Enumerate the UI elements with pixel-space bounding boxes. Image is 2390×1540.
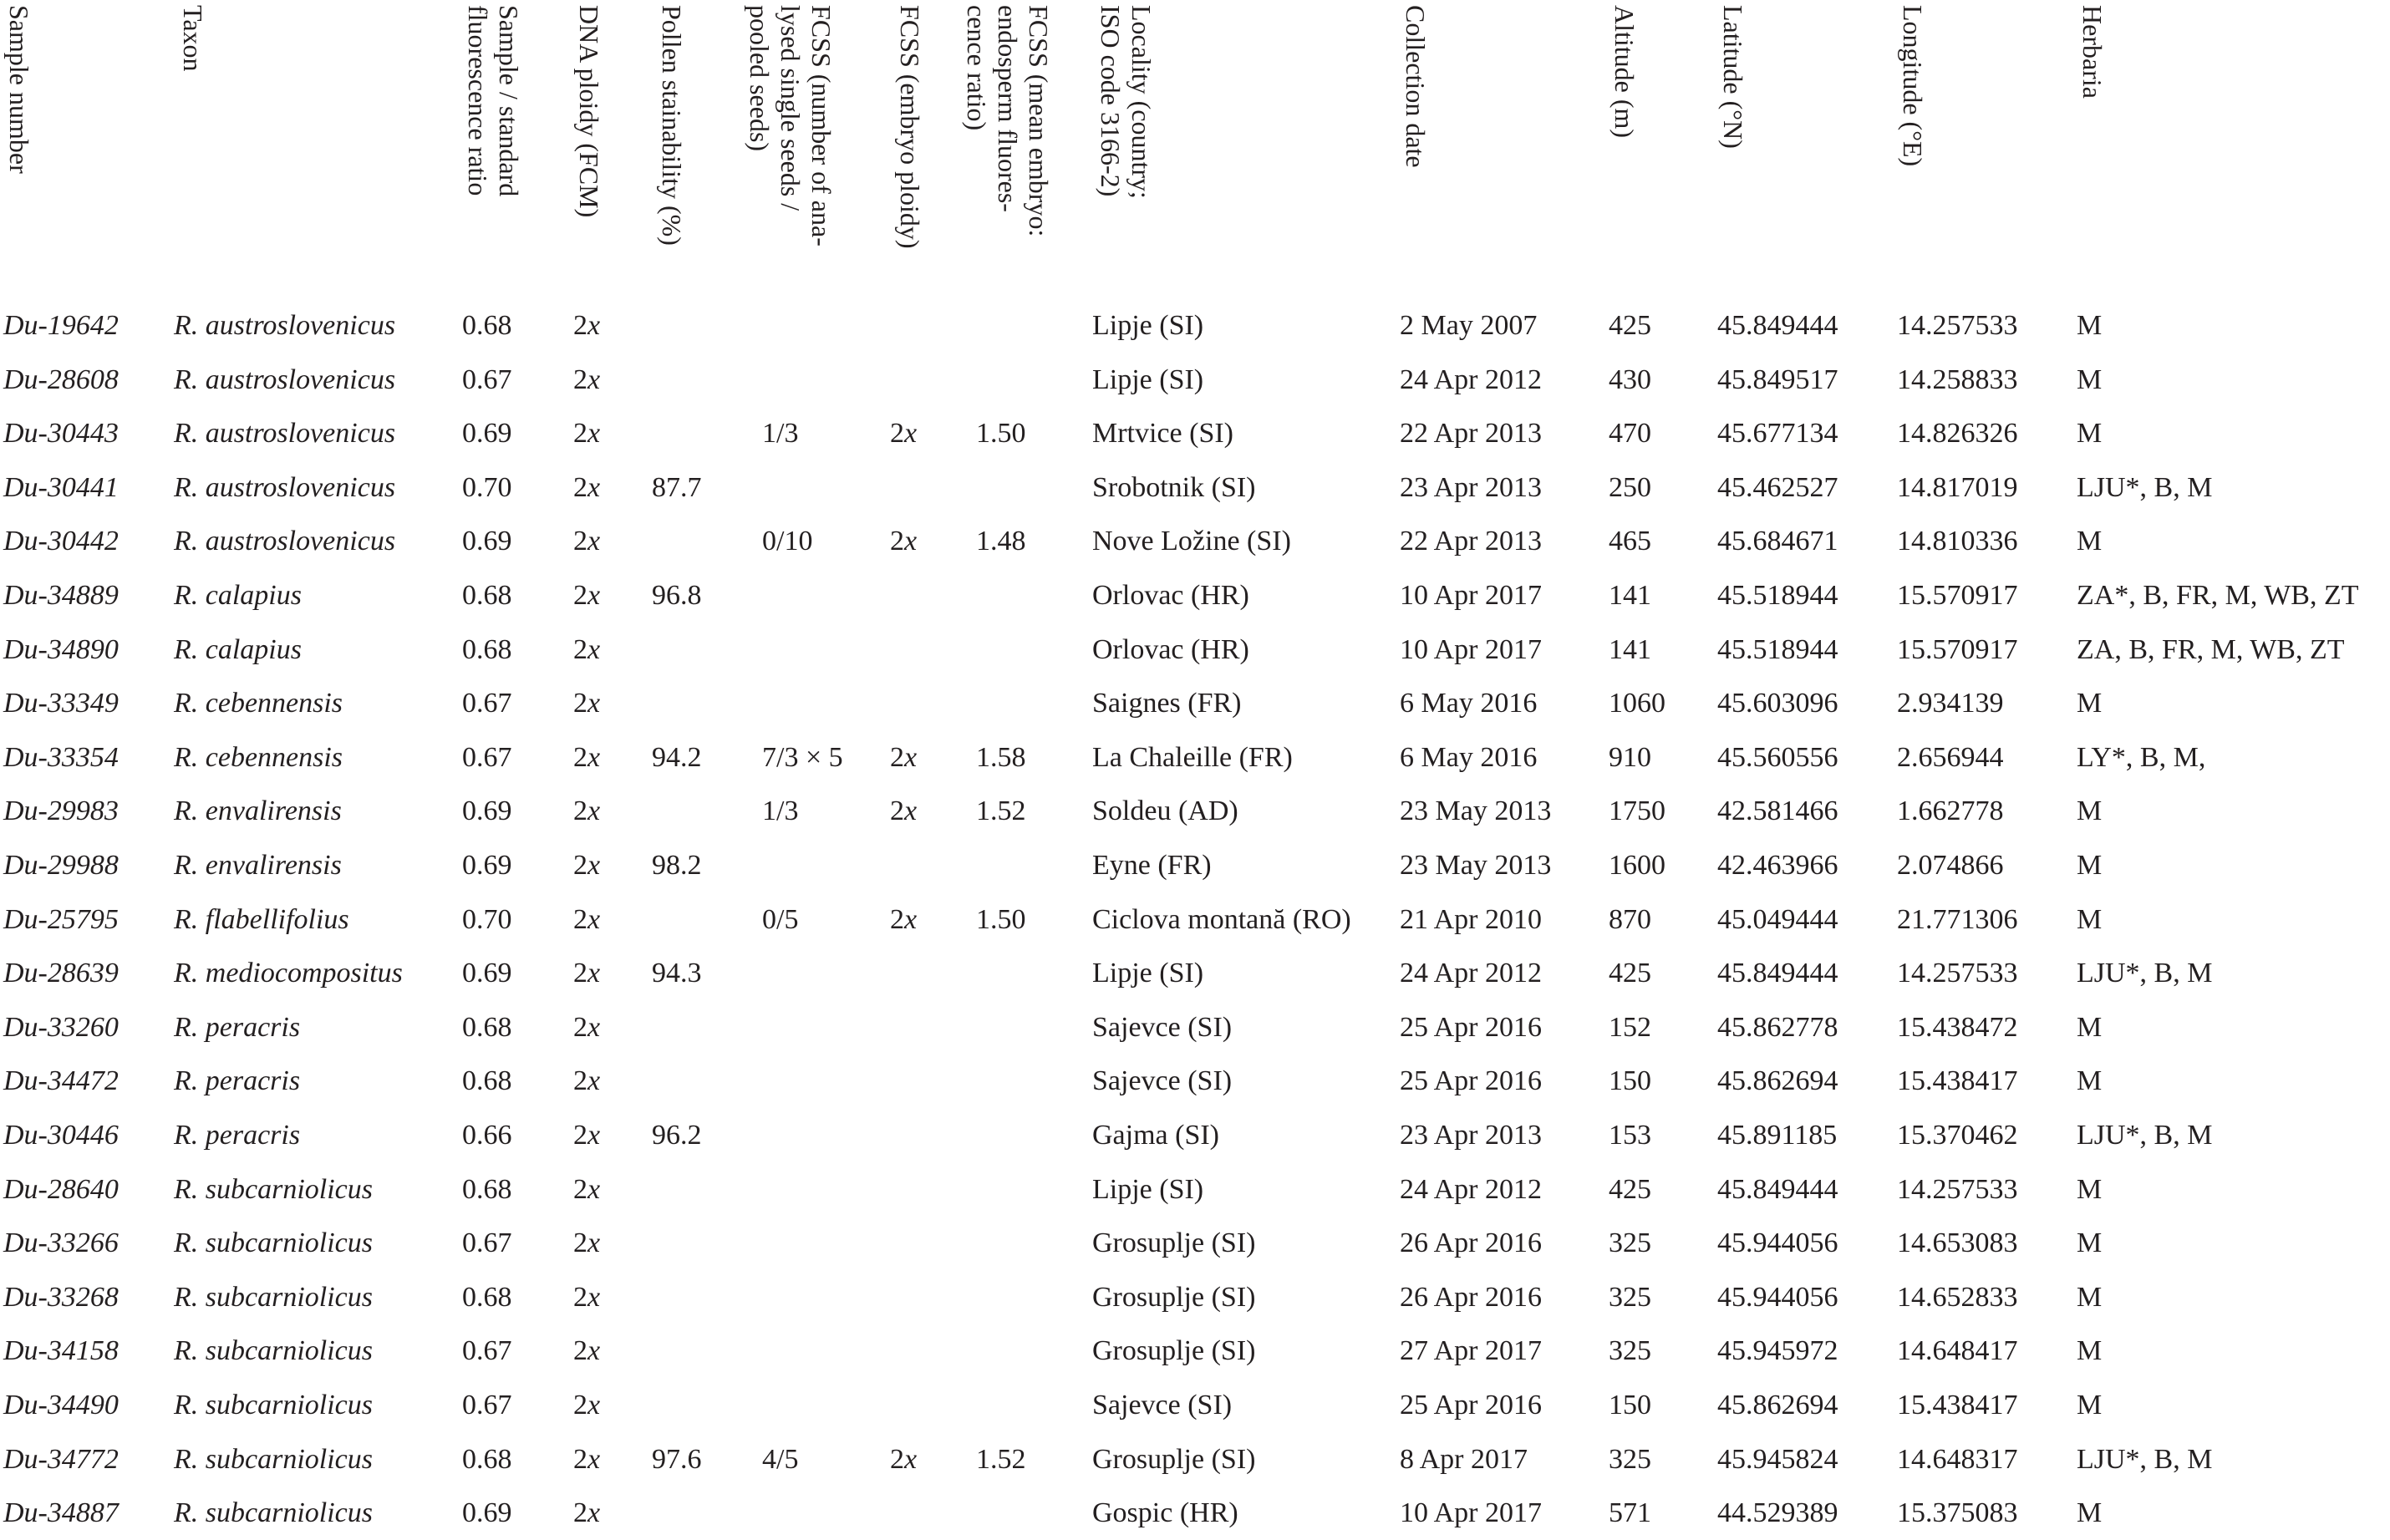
cell-lat: 45.862694 xyxy=(1717,1390,1838,1421)
cell-alt: 153 xyxy=(1609,1120,1651,1151)
cell-fcss-emb: 2x xyxy=(890,418,918,450)
cell-sample: Du-28640 xyxy=(3,1173,119,1205)
cell-sample: Du-30441 xyxy=(3,471,119,503)
cell-herb: M xyxy=(2077,1227,2103,1259)
cell-date: 23 Apr 2013 xyxy=(1400,471,1542,503)
cell-taxon: R. envalirensis xyxy=(174,850,342,881)
cell-locality: Sajevce (SI) xyxy=(1092,1390,1233,1421)
cell-ratio: 0.68 xyxy=(462,1065,512,1097)
cell-ploidy: 2x xyxy=(573,363,601,395)
cell-sample: Du-33260 xyxy=(3,1011,119,1043)
cell-sample: Du-28608 xyxy=(3,363,119,395)
table-row xyxy=(0,1487,2390,1540)
column-header-alt: Altitude (m) xyxy=(1609,5,1640,139)
cell-lat: 42.463966 xyxy=(1717,850,1838,881)
cell-lat: 45.518944 xyxy=(1717,633,1838,665)
cell-ploidy: 2x xyxy=(573,850,601,881)
cell-taxon: R. subcarniolicus xyxy=(174,1173,373,1205)
cell-herb: M xyxy=(2077,1335,2103,1367)
cell-locality: Gospic (HR) xyxy=(1092,1497,1238,1529)
cell-alt: 141 xyxy=(1609,633,1651,665)
cell-date: 10 Apr 2017 xyxy=(1400,580,1542,611)
cell-date: 23 May 2013 xyxy=(1400,795,1552,827)
cell-ratio: 0.68 xyxy=(462,633,512,665)
cell-taxon: R. cebennensis xyxy=(174,688,343,719)
cell-sample: Du-34472 xyxy=(3,1065,119,1097)
cell-date: 25 Apr 2016 xyxy=(1400,1390,1542,1421)
cell-lat: 45.862778 xyxy=(1717,1011,1838,1043)
cell-ploidy: 2x xyxy=(573,688,601,719)
cell-date: 23 May 2013 xyxy=(1400,850,1552,881)
cell-lon: 14.653083 xyxy=(1897,1227,2018,1259)
table-row xyxy=(0,785,2390,838)
table-row xyxy=(0,407,2390,460)
cell-lon: 14.258833 xyxy=(1897,363,2018,395)
cell-ploidy: 2x xyxy=(573,1227,601,1259)
cell-date: 2 May 2007 xyxy=(1400,310,1538,341)
cell-fcss-emb: 2x xyxy=(890,1443,918,1475)
cell-ratio: 0.68 xyxy=(462,1173,512,1205)
cell-herb: M xyxy=(2077,903,2103,935)
column-header-fcss-emb: FCSS (embryo ploidy) xyxy=(895,5,925,249)
cell-fcss-n: 1/3 xyxy=(762,418,799,450)
cell-herb: M xyxy=(2077,688,2103,719)
cell-taxon: R. envalirensis xyxy=(174,795,342,827)
cell-ploidy: 2x xyxy=(573,958,601,989)
cell-ploidy: 2x xyxy=(573,741,601,773)
cell-date: 6 May 2016 xyxy=(1400,741,1538,773)
cell-ratio: 0.68 xyxy=(462,1443,512,1475)
cell-ratio: 0.67 xyxy=(462,741,512,773)
cell-pollen: 96.2 xyxy=(652,1120,702,1151)
cell-sample: Du-25795 xyxy=(3,903,119,935)
column-header-lon: Longitude (°E) xyxy=(1898,5,1928,167)
table-row xyxy=(0,1163,2390,1217)
cell-fcss-emb: 2x xyxy=(890,526,918,557)
cell-lat: 45.945824 xyxy=(1717,1443,1838,1475)
cell-ratio: 0.69 xyxy=(462,418,512,450)
cell-alt: 152 xyxy=(1609,1011,1651,1043)
table-row xyxy=(0,1379,2390,1432)
cell-locality: Grosuplje (SI) xyxy=(1092,1227,1256,1259)
cell-fcss-ratio: 1.50 xyxy=(976,418,1026,450)
cell-ploidy: 2x xyxy=(573,1281,601,1313)
cell-lon: 14.648417 xyxy=(1897,1335,2018,1367)
cell-taxon: R. peracris xyxy=(174,1120,301,1151)
cell-ratio: 0.67 xyxy=(462,688,512,719)
column-header-herb: Herbaria xyxy=(2077,5,2108,99)
cell-locality: Sajevce (SI) xyxy=(1092,1065,1233,1097)
cell-taxon: R. austroslovenicus xyxy=(174,526,396,557)
cell-taxon: R. subcarniolicus xyxy=(174,1281,373,1313)
cell-ploidy: 2x xyxy=(573,1065,601,1097)
table-row xyxy=(0,461,2390,515)
cell-herb: M xyxy=(2077,795,2103,827)
cell-sample: Du-33266 xyxy=(3,1227,119,1259)
cell-pollen: 94.3 xyxy=(652,958,702,989)
cell-sample: Du-34772 xyxy=(3,1443,119,1475)
cell-alt: 325 xyxy=(1609,1335,1651,1367)
cell-lat: 45.945972 xyxy=(1717,1335,1838,1367)
cell-ratio: 0.68 xyxy=(462,310,512,341)
cell-lat: 45.462527 xyxy=(1717,471,1838,503)
cell-lon: 14.257533 xyxy=(1897,958,2018,989)
cell-herb: LJU*, B, M xyxy=(2077,958,2213,989)
cell-herb: ZA*, B, FR, M, WB, ZT xyxy=(2077,580,2359,611)
cell-lat: 42.581466 xyxy=(1717,795,1838,827)
cell-lat: 45.677134 xyxy=(1717,418,1838,450)
cell-ploidy: 2x xyxy=(573,633,601,665)
table-row xyxy=(0,1217,2390,1270)
cell-sample: Du-30443 xyxy=(3,418,119,450)
cell-locality: Lipje (SI) xyxy=(1092,310,1204,341)
cell-ploidy: 2x xyxy=(573,1443,601,1475)
column-header-fcss-n: FCSS (number of ana- lysed single seeds / pooled seeds) xyxy=(745,5,836,247)
cell-alt: 325 xyxy=(1609,1281,1651,1313)
cell-herb: LJU*, B, M xyxy=(2077,1443,2213,1475)
cell-lon: 15.570917 xyxy=(1897,633,2018,665)
cell-lat: 45.603096 xyxy=(1717,688,1838,719)
cell-locality: Srobotnik (SI) xyxy=(1092,471,1256,503)
cell-locality: Lipje (SI) xyxy=(1092,958,1204,989)
cell-fcss-ratio: 1.52 xyxy=(976,795,1026,827)
cell-sample: Du-28639 xyxy=(3,958,119,989)
cell-herb: LJU*, B, M xyxy=(2077,1120,2213,1151)
cell-alt: 571 xyxy=(1609,1497,1651,1529)
cell-ploidy: 2x xyxy=(573,1120,601,1151)
cell-herb: M xyxy=(2077,418,2103,450)
cell-lon: 15.370462 xyxy=(1897,1120,2018,1151)
cell-alt: 430 xyxy=(1609,363,1651,395)
cell-lon: 14.257533 xyxy=(1897,1173,2018,1205)
table-row xyxy=(0,947,2390,1000)
cell-lat: 45.518944 xyxy=(1717,580,1838,611)
column-header-sample: Sample number xyxy=(4,5,34,174)
cell-alt: 325 xyxy=(1609,1227,1651,1259)
cell-ploidy: 2x xyxy=(573,471,601,503)
cell-fcss-n: 0/5 xyxy=(762,903,799,935)
cell-fcss-n: 4/5 xyxy=(762,1443,799,1475)
cell-lon: 2.934139 xyxy=(1897,688,2004,719)
cell-fcss-emb: 2x xyxy=(890,795,918,827)
cell-lat: 45.849444 xyxy=(1717,1173,1838,1205)
cell-alt: 425 xyxy=(1609,1173,1651,1205)
cell-taxon: R. subcarniolicus xyxy=(174,1443,373,1475)
cell-lat: 45.891185 xyxy=(1717,1120,1838,1151)
cell-locality: Grosuplje (SI) xyxy=(1092,1281,1256,1313)
cell-sample: Du-34890 xyxy=(3,633,119,665)
cell-ratio: 0.70 xyxy=(462,471,512,503)
column-header-locality: Locality (country; ISO code 3166-2) xyxy=(1096,5,1157,199)
cell-ratio: 0.67 xyxy=(462,1390,512,1421)
table-row xyxy=(0,893,2390,947)
cell-alt: 465 xyxy=(1609,526,1651,557)
cell-sample: Du-34887 xyxy=(3,1497,119,1529)
cell-pollen: 94.2 xyxy=(652,741,702,773)
cell-lon: 14.652833 xyxy=(1897,1281,2018,1313)
cell-alt: 141 xyxy=(1609,580,1651,611)
cell-locality: Orlovac (HR) xyxy=(1092,633,1249,665)
cell-pollen: 97.6 xyxy=(652,1443,702,1475)
cell-locality: Soldeu (AD) xyxy=(1092,795,1238,827)
cell-ploidy: 2x xyxy=(573,1390,601,1421)
cell-taxon: R. austroslovenicus xyxy=(174,310,396,341)
cell-taxon: R. flabellifolius xyxy=(174,903,349,935)
table-row xyxy=(0,1324,2390,1378)
cell-alt: 250 xyxy=(1609,471,1651,503)
cell-ploidy: 2x xyxy=(573,526,601,557)
cell-sample: Du-33268 xyxy=(3,1281,119,1313)
cell-alt: 325 xyxy=(1609,1443,1651,1475)
cell-ploidy: 2x xyxy=(573,903,601,935)
cell-fcss-ratio: 1.48 xyxy=(976,526,1026,557)
table-row xyxy=(0,623,2390,677)
cell-taxon: R. subcarniolicus xyxy=(174,1497,373,1529)
cell-date: 25 Apr 2016 xyxy=(1400,1065,1542,1097)
cell-taxon: R. subcarniolicus xyxy=(174,1390,373,1421)
cell-sample: Du-34158 xyxy=(3,1335,119,1367)
cell-date: 10 Apr 2017 xyxy=(1400,633,1542,665)
cell-fcss-ratio: 1.52 xyxy=(976,1443,1026,1475)
cell-locality: Nove Ložine (SI) xyxy=(1092,526,1291,557)
cell-herb: LJU*, B, M xyxy=(2077,471,2213,503)
table-row xyxy=(0,1055,2390,1108)
cell-ratio: 0.68 xyxy=(462,580,512,611)
cell-locality: Orlovac (HR) xyxy=(1092,580,1249,611)
cell-ratio: 0.69 xyxy=(462,850,512,881)
cell-locality: Gajma (SI) xyxy=(1092,1120,1220,1151)
cell-lat: 45.849517 xyxy=(1717,363,1838,395)
cell-sample: Du-29988 xyxy=(3,850,119,881)
cell-taxon: R. austroslovenicus xyxy=(174,363,396,395)
cell-ploidy: 2x xyxy=(573,1011,601,1043)
cell-date: 26 Apr 2016 xyxy=(1400,1227,1542,1259)
cell-lat: 45.560556 xyxy=(1717,741,1838,773)
cell-fcss-n: 0/10 xyxy=(762,526,813,557)
cell-fcss-n: 7/3 × 5 xyxy=(762,741,843,773)
cell-herb: M xyxy=(2077,850,2103,881)
cell-taxon: R. austroslovenicus xyxy=(174,418,396,450)
cell-herb: M xyxy=(2077,1281,2103,1313)
column-header-date: Collection date xyxy=(1401,5,1431,168)
column-header-fcss-ratio: FCSS (mean embryo: endosperm fluores- cence ratio) xyxy=(962,5,1054,237)
cell-locality: Grosuplje (SI) xyxy=(1092,1443,1256,1475)
cell-pollen: 98.2 xyxy=(652,850,702,881)
cell-lon: 15.438472 xyxy=(1897,1011,2018,1043)
column-header-taxon: Taxon xyxy=(178,5,208,72)
cell-date: 24 Apr 2012 xyxy=(1400,958,1542,989)
cell-lon: 14.810336 xyxy=(1897,526,2018,557)
cell-lon: 2.656944 xyxy=(1897,741,2004,773)
cell-locality: Ciclova montană (RO) xyxy=(1092,903,1351,935)
cell-herb: M xyxy=(2077,1173,2103,1205)
cell-ratio: 0.69 xyxy=(462,1497,512,1529)
cell-herb: M xyxy=(2077,1065,2103,1097)
cell-locality: Eyne (FR) xyxy=(1092,850,1212,881)
cell-taxon: R. austroslovenicus xyxy=(174,471,396,503)
cell-alt: 910 xyxy=(1609,741,1651,773)
cell-lat: 45.684671 xyxy=(1717,526,1838,557)
cell-taxon: R. calapius xyxy=(174,580,302,611)
cell-locality: Saignes (FR) xyxy=(1092,688,1242,719)
cell-ratio: 0.69 xyxy=(462,958,512,989)
cell-herb: LY*, B, M, xyxy=(2077,741,2206,773)
cell-locality: Lipje (SI) xyxy=(1092,1173,1204,1205)
table-row xyxy=(0,353,2390,407)
cell-date: 23 Apr 2013 xyxy=(1400,1120,1542,1151)
cell-alt: 870 xyxy=(1609,903,1651,935)
cell-locality: Mrtvice (SI) xyxy=(1092,418,1234,450)
cell-herb: M xyxy=(2077,310,2103,341)
cell-lon: 14.826326 xyxy=(1897,418,2018,450)
cell-herb: M xyxy=(2077,1390,2103,1421)
table-row xyxy=(0,677,2390,730)
cell-alt: 425 xyxy=(1609,958,1651,989)
cell-herb: M xyxy=(2077,363,2103,395)
cell-lon: 15.375083 xyxy=(1897,1497,2018,1529)
cell-ploidy: 2x xyxy=(573,580,601,611)
cell-ratio: 0.68 xyxy=(462,1011,512,1043)
cell-taxon: R. mediocompositus xyxy=(174,958,403,989)
cell-herb: M xyxy=(2077,1011,2103,1043)
cell-ploidy: 2x xyxy=(573,1173,601,1205)
cell-alt: 425 xyxy=(1609,310,1651,341)
cell-lat: 45.862694 xyxy=(1717,1065,1838,1097)
cell-date: 24 Apr 2012 xyxy=(1400,1173,1542,1205)
cell-ratio: 0.67 xyxy=(462,1335,512,1367)
table-row xyxy=(0,839,2390,892)
cell-ratio: 0.70 xyxy=(462,903,512,935)
column-header-pollen: Pollen stainability (%) xyxy=(657,5,687,246)
cell-alt: 1060 xyxy=(1609,688,1665,719)
cell-fcss-ratio: 1.50 xyxy=(976,903,1026,935)
cell-ratio: 0.68 xyxy=(462,1281,512,1313)
cell-alt: 1750 xyxy=(1609,795,1665,827)
table-row xyxy=(0,299,2390,353)
column-header-ratio: Sample / standard fluorescence ratio xyxy=(463,5,524,197)
cell-date: 25 Apr 2016 xyxy=(1400,1011,1542,1043)
cell-locality: Grosuplje (SI) xyxy=(1092,1335,1256,1367)
cell-lat: 45.944056 xyxy=(1717,1227,1838,1259)
cell-sample: Du-33354 xyxy=(3,741,119,773)
cell-lon: 14.817019 xyxy=(1897,471,2018,503)
cell-lon: 15.438417 xyxy=(1897,1390,2018,1421)
cell-date: 21 Apr 2010 xyxy=(1400,903,1542,935)
cell-date: 22 Apr 2013 xyxy=(1400,526,1542,557)
cell-lat: 45.849444 xyxy=(1717,310,1838,341)
cell-sample: Du-30446 xyxy=(3,1120,119,1151)
cell-pollen: 96.8 xyxy=(652,580,702,611)
cell-lon: 2.074866 xyxy=(1897,850,2004,881)
table-row xyxy=(0,1433,2390,1487)
cell-lat: 45.944056 xyxy=(1717,1281,1838,1313)
cell-ploidy: 2x xyxy=(573,1335,601,1367)
column-header-lat: Latitude (°N) xyxy=(1718,5,1748,149)
cell-lon: 15.570917 xyxy=(1897,580,2018,611)
column-header-ploidy: DNA ploidy (FCM) xyxy=(574,5,604,218)
cell-herb: M xyxy=(2077,1497,2103,1529)
cell-ratio: 0.67 xyxy=(462,363,512,395)
cell-lon: 1.662778 xyxy=(1897,795,2004,827)
cell-date: 26 Apr 2016 xyxy=(1400,1281,1542,1313)
cell-alt: 150 xyxy=(1609,1065,1651,1097)
cell-sample: Du-30442 xyxy=(3,526,119,557)
cell-ratio: 0.67 xyxy=(462,1227,512,1259)
table-row xyxy=(0,515,2390,568)
cell-date: 8 Apr 2017 xyxy=(1400,1443,1528,1475)
cell-locality: Sajevce (SI) xyxy=(1092,1011,1233,1043)
cell-ploidy: 2x xyxy=(573,310,601,341)
cell-herb: M xyxy=(2077,526,2103,557)
cell-sample: Du-29983 xyxy=(3,795,119,827)
cell-taxon: R. peracris xyxy=(174,1011,301,1043)
cell-lon: 14.648317 xyxy=(1897,1443,2018,1475)
table-row xyxy=(0,1001,2390,1055)
cell-ratio: 0.69 xyxy=(462,526,512,557)
cell-sample: Du-19642 xyxy=(3,310,119,341)
cell-ploidy: 2x xyxy=(573,418,601,450)
cell-ploidy: 2x xyxy=(573,1497,601,1529)
cell-lon: 21.771306 xyxy=(1897,903,2018,935)
cell-ratio: 0.69 xyxy=(462,795,512,827)
table-row xyxy=(0,1109,2390,1162)
cell-alt: 470 xyxy=(1609,418,1651,450)
cell-locality: Lipje (SI) xyxy=(1092,363,1204,395)
cell-lat: 45.049444 xyxy=(1717,903,1838,935)
cell-lon: 15.438417 xyxy=(1897,1065,2018,1097)
cell-date: 27 Apr 2017 xyxy=(1400,1335,1542,1367)
cell-locality: La Chaleille (FR) xyxy=(1092,741,1293,773)
cell-alt: 150 xyxy=(1609,1390,1651,1421)
cell-date: 6 May 2016 xyxy=(1400,688,1538,719)
cell-sample: Du-34490 xyxy=(3,1390,119,1421)
cell-taxon: R. cebennensis xyxy=(174,741,343,773)
cell-ratio: 0.66 xyxy=(462,1120,512,1151)
cell-sample: Du-34889 xyxy=(3,580,119,611)
table-row xyxy=(0,1271,2390,1324)
cell-date: 22 Apr 2013 xyxy=(1400,418,1542,450)
cell-alt: 1600 xyxy=(1609,850,1665,881)
cell-lat: 44.529389 xyxy=(1717,1497,1838,1529)
table-row xyxy=(0,731,2390,785)
cell-taxon: R. subcarniolicus xyxy=(174,1335,373,1367)
cell-herb: ZA, B, FR, M, WB, ZT xyxy=(2077,633,2345,665)
cell-date: 10 Apr 2017 xyxy=(1400,1497,1542,1529)
cell-taxon: R. subcarniolicus xyxy=(174,1227,373,1259)
cell-fcss-ratio: 1.58 xyxy=(976,741,1026,773)
cell-fcss-n: 1/3 xyxy=(762,795,799,827)
cell-lon: 14.257533 xyxy=(1897,310,2018,341)
table-row xyxy=(0,569,2390,623)
cell-sample: Du-33349 xyxy=(3,688,119,719)
cell-taxon: R. calapius xyxy=(174,633,302,665)
cell-pollen: 87.7 xyxy=(652,471,702,503)
cell-lat: 45.849444 xyxy=(1717,958,1838,989)
cell-taxon: R. peracris xyxy=(174,1065,301,1097)
cell-fcss-emb: 2x xyxy=(890,741,918,773)
cell-ploidy: 2x xyxy=(573,795,601,827)
cell-fcss-emb: 2x xyxy=(890,903,918,935)
cell-date: 24 Apr 2012 xyxy=(1400,363,1542,395)
